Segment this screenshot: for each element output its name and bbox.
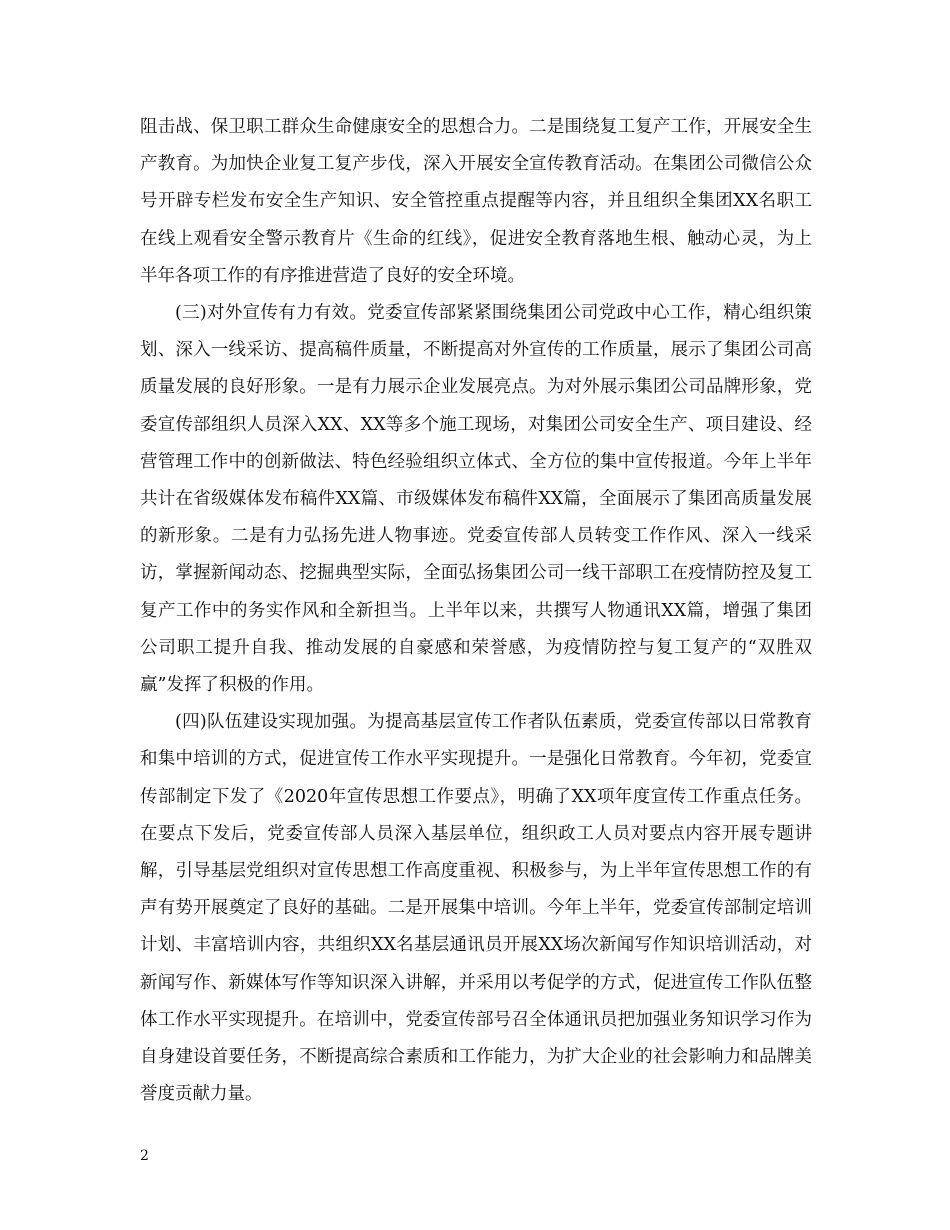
paragraph-1: 阻击战、保卫职工群众生命健康安全的思想合力。二是围绕复工复产工作，开展安全生产教育。为加快企业复工复产步伐，深入开展安全宣传教育活动。在集团公司微信公众号开辟专栏发布安全生产知识、安全管控重点提醒等内容，并且组织全集团XX名职工在线上观看安全警示教育片《生命的红线》，促进安全教育落地生根、触动心灵，为上半年各项工作的有序推进营造了良好的安全环境。 [140,117,812,286]
document-body [140,109,812,1113]
paragraph-3-team-building: (四)队伍建设实现加强。为提高基层宣传工作者队伍素质，党委宣传部以日常教育和集中培训的方式，促进宣传工作水平实现提升。一是强化日常教育。今年初，党委宣传部制定下发了《2020年宣传思想工作要点》，明确了XX项年度宣传工作重点任务。在要点下发后，党委宣传部人员深入基层单位，组织政工人员对要点内容开展专题讲解，引导基层党组织对宣传思想工作高度重视、积极参与，为上半年宣传思想工作的有声有势开展奠定了良好的基础。二是开展集中培训。今年上半年，党委宣传部制定培训计划、丰富培训内容，共组织XX名基层通讯员开展XX场次新闻写作知识培训活动，对新闻写作、新媒体写作等知识深入讲解，并采用以考促学的方式，促进宣传工作队伍整体工作水平实现提升。在培训中，党委宣传部号召全体通讯员把加强业务知识学习作为自身建设首要任务，不断提高综合素质和工作能力，为扩大企业的社会影响力和品牌美誉度贡献力量。 [140,712,812,1105]
paragraph-2-external-publicity: (三)对外宣传有力有效。党委宣传部紧紧围绕集团公司党政中心工作，精心组织策划、深入一线采访、提高稿件质量，不断提高对外宣传的工作质量，展示了集团公司高质量发展的良好形象。一是有力展示企业发展亮点。为对外展示集团公司品牌形象，党委宣传部组织人员深入XX、XX等多个施工现场，对集团公司安全生产、项目建设、经营管理工作中的创新做法、特色经验组织立体式、全方位的集中宣传报道。今年上半年共计在省级媒体发布稿件XX篇、市级媒体发布稿件XX篇，全面展示了集团高质量发展的新形象。二是有力弘扬先进人物事迹。党委宣传部人员转变工作作风、深入一线采访，掌握新闻动态、挖掘典型实际，全面弘扬集团公司一线干部职工在疫情防控及复工复产工作中的务实作风和全新担当。上半年以来，共撰写人物通讯XX篇，增强了集团公司职工提升自我、推动发展的自豪感和荣誉感，为疫情防控与复工复产的“双胜双赢”发挥了积极的作用。 [140,303,812,696]
page-number: 2 [140,1148,149,1164]
